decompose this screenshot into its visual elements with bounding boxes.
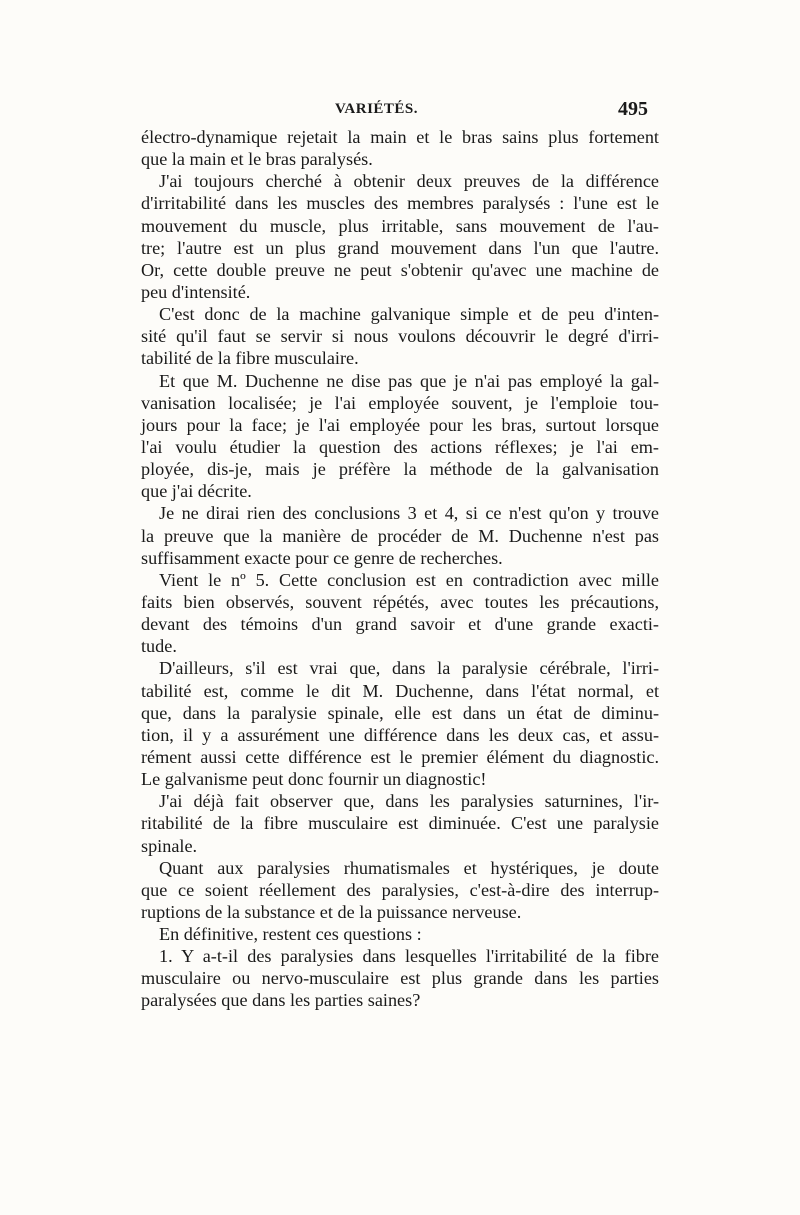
text-line: jours pour la face; je l'ai employée pour les bras, surtout lorsque (141, 414, 659, 435)
text-line: la preuve que la manière de procéder de M. Duchenne n'est pas (141, 525, 659, 546)
text-line: d'irritabilité dans les muscles des membres paralysés : l'une est le (141, 193, 659, 214)
text-line: Le galvanisme peut donc fournir un diagnostic! (141, 769, 487, 790)
text-line: paralysées que dans les parties saines? (141, 990, 421, 1011)
text-line: D'ailleurs, s'il est vrai que, dans la paralysie cérébrale, l'irri- (159, 658, 659, 679)
text-line: l'ai voulu étudier la question des actions réflexes; je l'ai em- (141, 436, 659, 457)
text-line: sité qu'il faut se servir si nous voulons découvrir le degré d'irri- (141, 326, 659, 347)
text-line: En définitive, restent ces questions : (159, 924, 422, 945)
text-line: que ce soient réellement des paralysies, c'est-à-dire des interrup- (141, 879, 659, 900)
text-line: suffisamment exacte pour ce genre de recherches. (141, 547, 503, 568)
text-line: J'ai déjà fait observer que, dans les paralysies saturnines, l'ir- (159, 791, 659, 812)
text-line: devant des témoins d'un grand savoir et d'une grande exacti- (141, 614, 659, 635)
text-line: 1. Y a-t-il des paralysies dans lesquelles l'irritabilité de la fibre (159, 946, 659, 967)
text-line: mouvement du muscle, plus irritable, sans mouvement de l'au- (141, 215, 659, 236)
text-line: ruptions de la substance et de la puissance nerveuse. (141, 901, 522, 922)
text-line: Je ne dirai rien des conclusions 3 et 4, si ce n'est qu'on y trouve (159, 503, 659, 524)
text-line: musculaire ou nervo-musculaire est plus grande dans les parties (141, 968, 659, 989)
text-line: Quant aux paralysies rhumatismales et hystériques, je doute (159, 857, 659, 878)
page-number: 495 (618, 98, 648, 120)
text-line: spinale. (141, 835, 198, 856)
text-line: faits bien observés, souvent répétés, avec toutes les précautions, (141, 591, 659, 612)
text-line: que j'ai décrite. (141, 481, 252, 502)
text-line: ployée, dis-je, mais je préfère la méthode de la galvanisation (141, 459, 659, 480)
text-line: que, dans la paralysie spinale, elle est dans un état de diminu- (141, 702, 659, 723)
text-line: Et que M. Duchenne ne dise pas que je n'ai pas employé la gal- (159, 370, 659, 391)
body-text (141, 126, 659, 1012)
text-line: électro-dynamique rejetait la main et le bras sains plus fortement (141, 127, 659, 147)
text-line: Or, cette double preuve ne peut s'obtenir qu'avec une machine de (141, 259, 659, 280)
text-line: tude. (141, 636, 177, 657)
text-line: Vient le nº 5. Cette conclusion est en contradiction avec mille (159, 569, 659, 590)
running-title: VARIÉTÉS. (335, 101, 419, 117)
text-line: tabilité de la fibre musculaire. (141, 348, 359, 369)
text-line: ritabilité de la fibre musculaire est diminuée. C'est une paralysie (141, 813, 659, 834)
text-line: peu d'intensité. (141, 281, 251, 302)
text-line: J'ai toujours cherché à obtenir deux preuves de la différence (159, 171, 659, 192)
text-line: rément aussi cette différence est le premier élément du diagnostic. (141, 746, 659, 767)
text-line: tre; l'autre est un plus grand mouvement dans l'un que l'autre. (141, 237, 659, 258)
text-line: tion, il y a assurément une différence dans les deux cas, et assu- (141, 724, 659, 745)
text-line: C'est donc de la machine galvanique simple et de peu d'inten- (159, 304, 659, 325)
text-line: tabilité est, comme le dit M. Duchenne, dans l'état normal, et (141, 680, 659, 701)
text-line: vanisation localisée; je l'ai employée souvent, je l'emploie tou- (141, 392, 659, 413)
text-line: que la main et le bras paralysés. (141, 149, 373, 170)
